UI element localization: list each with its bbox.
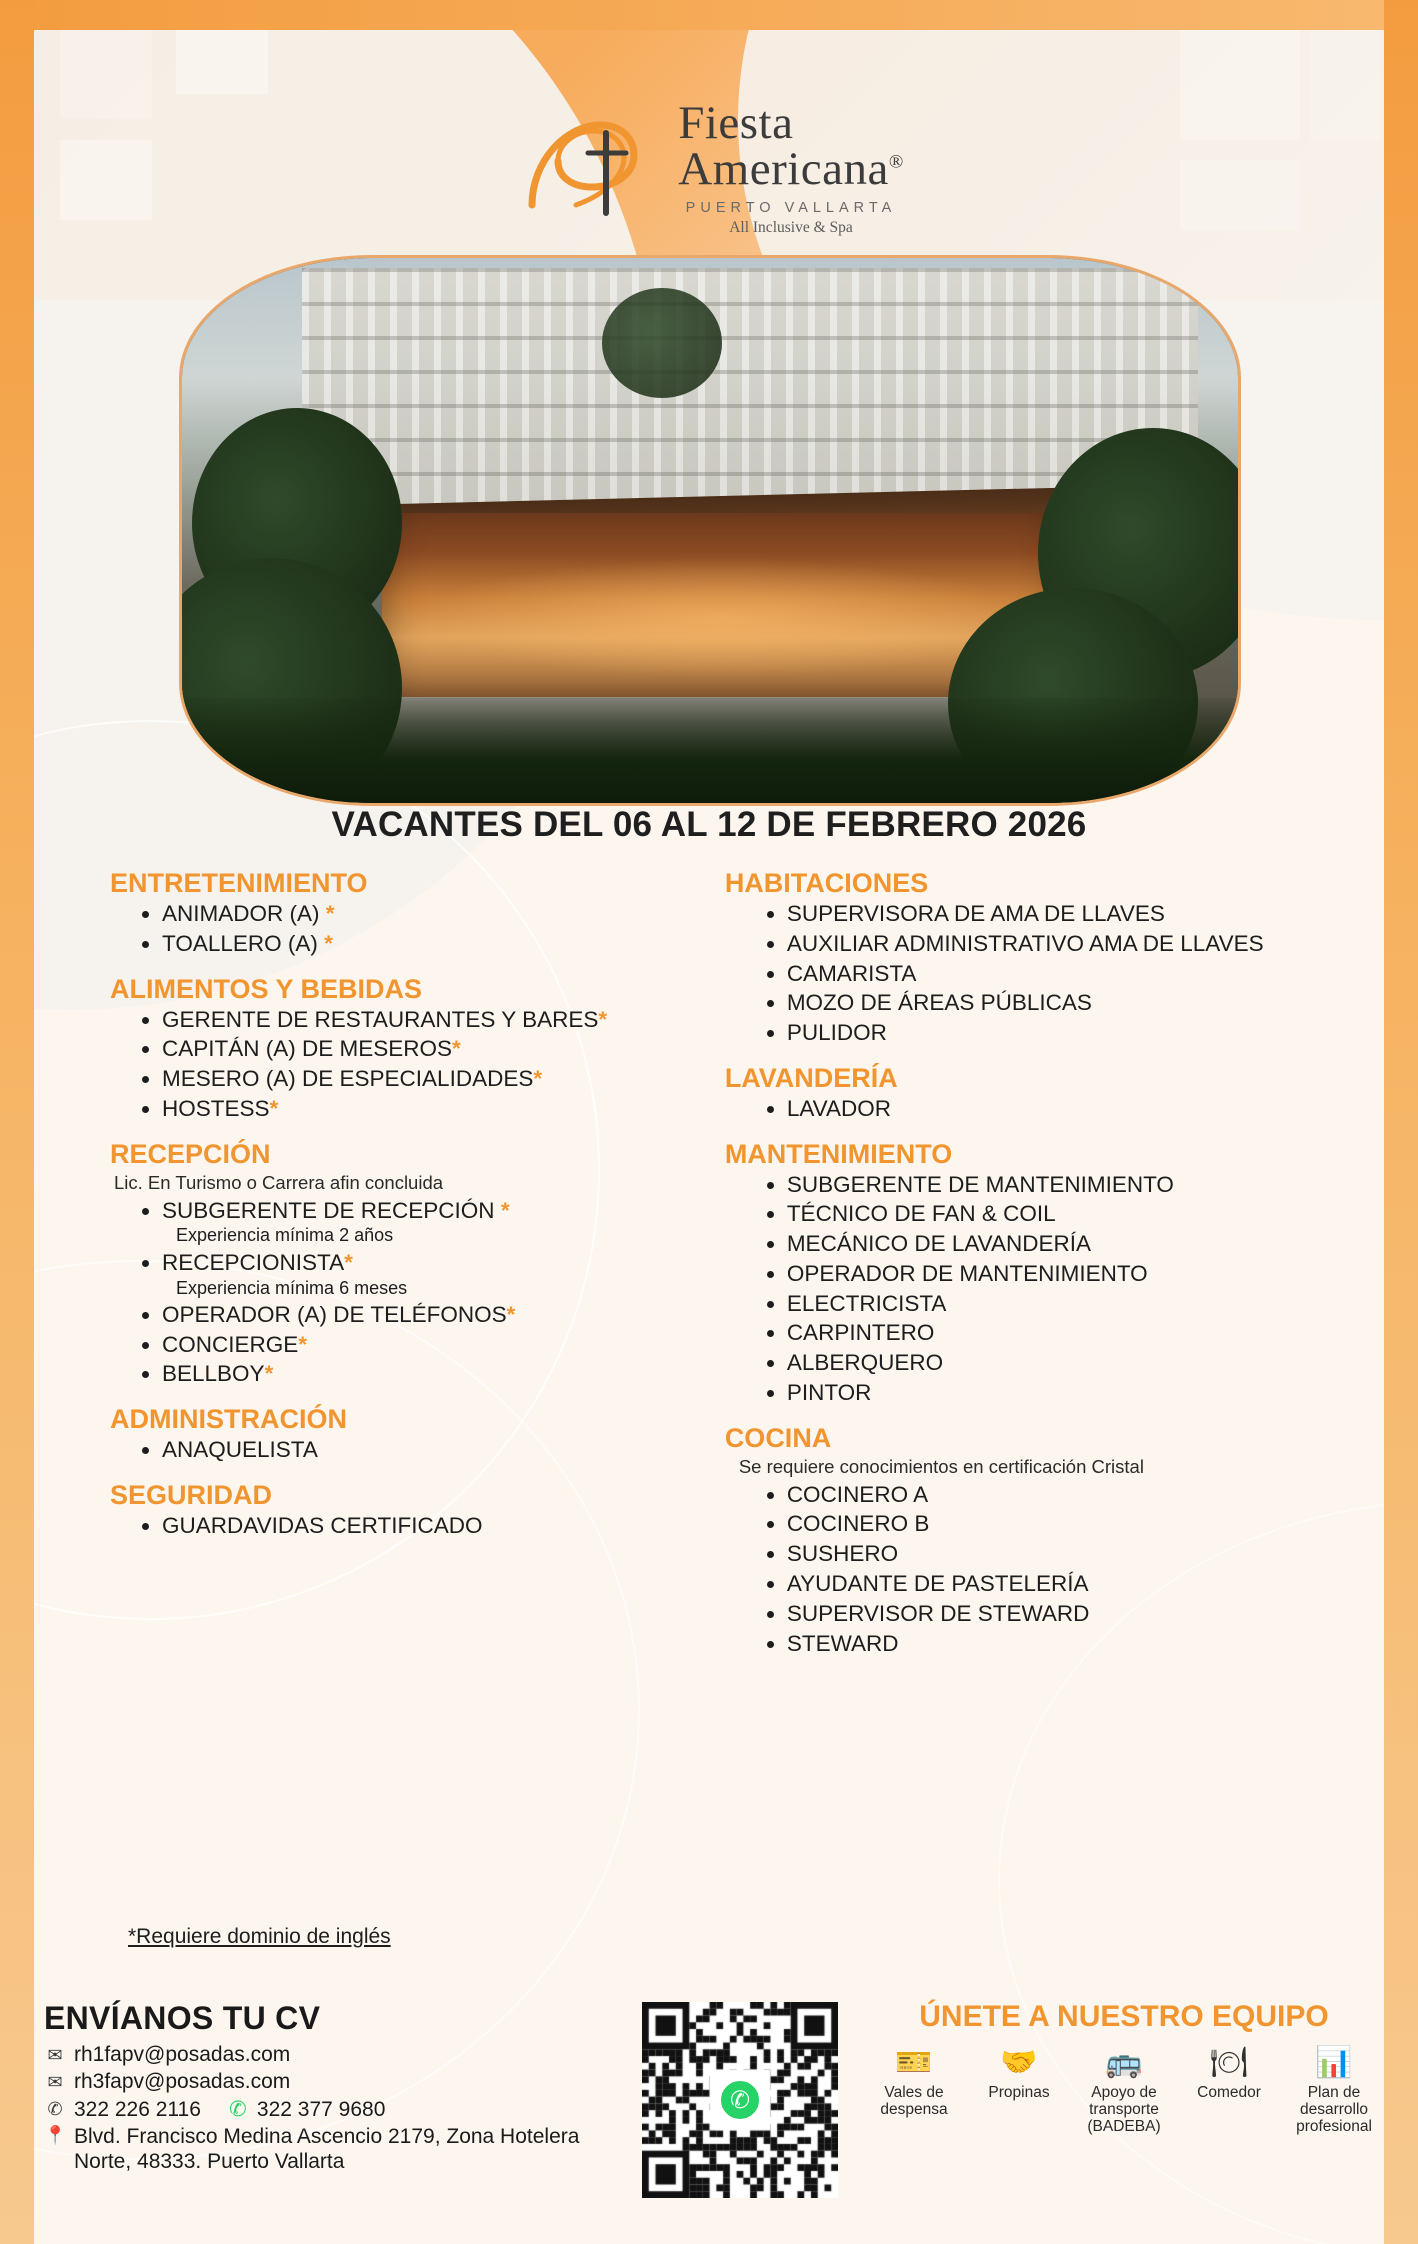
benefit-item xyxy=(1284,2046,1384,2136)
brand-tagline: All Inclusive & Spa xyxy=(729,219,853,237)
job-item xyxy=(787,1291,1358,1318)
benefit-item xyxy=(969,2046,1069,2136)
english-required-asterisk: * xyxy=(598,1006,608,1032)
brand-name-line1: Fiesta xyxy=(678,97,794,149)
job-title: ANIMADOR (A) xyxy=(162,901,320,926)
english-required-asterisk: * xyxy=(317,930,333,956)
job-item xyxy=(787,1541,1358,1568)
job-title: MOZO DE ÁREAS PÚBLICAS xyxy=(786,990,1092,1016)
category-heading: RECEPCIÓN xyxy=(110,1138,271,1169)
benefit-label: Apoyo de transporte (BADEBA) xyxy=(1087,2083,1161,2136)
job-list xyxy=(162,901,695,958)
job-list xyxy=(787,1096,1358,1123)
job-title: LAVADOR xyxy=(786,1095,892,1121)
job-title: CAPITÁN (A) DE MESEROS xyxy=(162,1036,453,1062)
benefit-item xyxy=(1074,2046,1174,2136)
envelope-icon: ✉ xyxy=(47,2071,63,2092)
english-required-asterisk: * xyxy=(298,1331,308,1357)
job-item xyxy=(162,1332,695,1359)
benefit-item xyxy=(1179,2046,1279,2136)
address-row xyxy=(44,2125,624,2175)
job-list xyxy=(787,1482,1358,1658)
job-item xyxy=(162,901,695,928)
email-row-2[interactable] xyxy=(44,2070,624,2094)
category-note: Lic. En Turismo o Carrera afin concluida xyxy=(114,1171,444,1193)
job-title: CARPINTERO xyxy=(786,1320,935,1346)
job-experience-note: Experiencia mínima 6 meses xyxy=(176,1277,408,1298)
job-title: GUARDAVIDAS CERTIFICADO xyxy=(162,1513,483,1538)
envelope-icon: ✉ xyxy=(47,2044,63,2065)
job-item xyxy=(787,1601,1358,1628)
job-experience-note: Experiencia mínima 2 años xyxy=(176,1225,394,1246)
join-team-block xyxy=(864,2000,1384,2136)
job-list xyxy=(787,901,1358,1047)
job-item xyxy=(162,1036,695,1063)
job-title: SUBGERENTE DE MANTENIMIENTO xyxy=(786,1171,1174,1197)
job-title: SUPERVISORA DE AMA DE LLAVES xyxy=(786,901,1165,926)
email-1[interactable]: rh1fapv@posadas.com xyxy=(74,2043,291,2066)
category-heading: HABITACIONES xyxy=(724,868,929,898)
job-item xyxy=(162,1302,695,1329)
job-item xyxy=(787,1482,1358,1509)
contact-block xyxy=(44,2000,624,2178)
growth-icon: 📊 xyxy=(1315,2046,1353,2079)
job-item xyxy=(162,1007,695,1034)
job-title: COCINERO A xyxy=(786,1481,929,1507)
job-title: ELECTRICISTA xyxy=(786,1290,947,1316)
frame-top xyxy=(0,0,1418,30)
address-text: Blvd. Francisco Medina Ascencio 2179, Zona Hotelera Norte, 48333. Puerto Vallarta xyxy=(74,2125,580,2173)
job-list xyxy=(787,1172,1358,1407)
job-item xyxy=(787,1231,1358,1258)
job-item xyxy=(787,1096,1358,1123)
job-title: OPERADOR DE MANTENIMIENTO xyxy=(786,1260,1148,1286)
phone-number[interactable]: 322 226 2116 xyxy=(74,2097,201,2121)
frame-right xyxy=(1384,0,1418,2244)
brand-name-line2: Americana xyxy=(678,143,889,196)
job-title: BELLBOY xyxy=(162,1361,265,1387)
vacancies-column-left xyxy=(100,868,695,1660)
decorative-square xyxy=(176,26,268,94)
job-item xyxy=(787,961,1358,988)
job-list xyxy=(162,1007,695,1123)
benefit-label: Propinas xyxy=(988,2083,1050,2101)
benefit-label: Plan de desarrollo profesional xyxy=(1296,2083,1372,2136)
brand-logo xyxy=(0,97,1418,237)
job-title: OPERADOR (A) DE TELÉFONOS xyxy=(162,1301,507,1327)
job-title: COCINERO B xyxy=(786,1511,930,1537)
english-required-asterisk: * xyxy=(494,1197,510,1223)
job-item xyxy=(787,1380,1358,1407)
phone-block[interactable] xyxy=(44,2098,201,2122)
job-title: GERENTE DE RESTAURANTES Y BARES xyxy=(162,1006,599,1032)
job-list xyxy=(162,1437,695,1464)
english-required-asterisk: * xyxy=(452,1036,461,1062)
job-item xyxy=(162,1096,695,1123)
job-item xyxy=(787,1511,1358,1538)
english-required-asterisk: * xyxy=(506,1301,516,1327)
whatsapp-number[interactable]: 322 377 9680 xyxy=(256,2097,386,2121)
registered-mark: ® xyxy=(888,151,904,173)
whatsapp-block[interactable] xyxy=(227,2097,385,2122)
phone-icon: ✆ xyxy=(47,2099,63,2119)
benefit-label: Comedor xyxy=(1197,2083,1261,2101)
category-heading: MANTENIMIENTO xyxy=(724,1138,953,1169)
fiesta-americana-monogram-icon xyxy=(514,109,664,229)
job-item xyxy=(787,1261,1358,1288)
job-item xyxy=(162,931,695,958)
photo-palm xyxy=(602,288,722,398)
job-item xyxy=(162,1513,695,1540)
job-title: PINTOR xyxy=(786,1379,872,1405)
job-item xyxy=(787,1631,1358,1658)
job-item xyxy=(162,1066,695,1093)
job-item xyxy=(162,1361,695,1388)
job-title: TOALLERO (A) xyxy=(162,930,318,956)
job-item xyxy=(787,1020,1358,1047)
english-required-asterisk: * xyxy=(269,1095,279,1121)
category-heading: ALIMENTOS Y BEBIDAS xyxy=(110,973,423,1004)
job-title: RECEPCIONISTA xyxy=(162,1249,345,1275)
job-title: PULIDOR xyxy=(786,1020,887,1046)
english-required-asterisk: * xyxy=(344,1249,353,1275)
job-title: ANAQUELISTA xyxy=(162,1437,318,1463)
category-note: Se requiere conocimientos en certificación Cristal xyxy=(738,1455,1144,1477)
page-title: VACANTES DEL 06 AL 12 DE FEBRERO 2026 xyxy=(331,805,1087,844)
whatsapp-qr-code[interactable] xyxy=(642,2002,838,2198)
english-required-asterisk: * xyxy=(319,901,335,926)
job-item xyxy=(162,1250,695,1299)
benefit-item xyxy=(864,2046,964,2136)
job-item xyxy=(162,1198,695,1247)
job-item xyxy=(787,1571,1358,1598)
job-title: MECÁNICO DE LAVANDERÍA xyxy=(786,1231,1092,1257)
job-title: CAMARISTA xyxy=(786,960,917,986)
english-required-asterisk: * xyxy=(533,1066,543,1092)
job-item xyxy=(787,901,1358,928)
location-pin-icon: 📍 xyxy=(44,2125,67,2145)
job-item xyxy=(162,1437,695,1464)
job-title: SUBGERENTE DE RECEPCIÓN xyxy=(162,1197,495,1223)
category-heading: ENTRETENIMIENTO xyxy=(110,868,368,898)
cutlery-icon: 🍽 xyxy=(1209,2046,1249,2079)
category-heading: LAVANDERÍA xyxy=(724,1062,898,1093)
category-heading: SEGURIDAD xyxy=(110,1480,273,1510)
benefit-label: Vales de despensa xyxy=(880,2083,948,2118)
job-title: TÉCNICO DE FAN & COIL xyxy=(786,1201,1056,1227)
job-list xyxy=(162,1198,695,1389)
job-title: MESERO (A) DE ESPECIALIDADES xyxy=(162,1066,534,1092)
tips-icon: 🤝 xyxy=(1000,2046,1038,2079)
job-list xyxy=(162,1513,695,1540)
english-requirement-note: *Requiere dominio de inglés xyxy=(128,1925,391,1948)
vacancies-columns xyxy=(100,868,1358,1660)
hotel-photo xyxy=(182,258,1238,803)
benefits-list xyxy=(864,2046,1384,2136)
job-item xyxy=(787,990,1358,1017)
footer xyxy=(34,1994,1384,2244)
english-required-asterisk: * xyxy=(264,1361,274,1387)
phone-row xyxy=(44,2097,624,2125)
send-cv-title: ENVÍANOS TU CV xyxy=(44,2000,321,2036)
job-item xyxy=(787,1320,1358,1347)
job-title: AYUDANTE DE PASTELERÍA xyxy=(786,1571,1089,1597)
job-title: SUPERVISOR DE STEWARD xyxy=(786,1600,1090,1626)
vacancies-column-right xyxy=(725,868,1358,1660)
job-item xyxy=(787,931,1358,958)
job-title: STEWARD xyxy=(786,1630,899,1656)
job-item xyxy=(787,1201,1358,1228)
job-title: HOSTESS xyxy=(162,1095,270,1121)
frame-left xyxy=(0,0,34,2244)
job-title: CONCIERGE xyxy=(162,1331,299,1357)
category-heading: ADMINISTRACIÓN xyxy=(110,1404,347,1435)
email-row-1[interactable] xyxy=(44,2043,624,2067)
job-item xyxy=(787,1172,1358,1199)
brand-location: PUERTO VALLARTA xyxy=(685,200,897,217)
job-item xyxy=(787,1350,1358,1377)
whatsapp-icon: ✆ xyxy=(229,2098,247,2121)
job-title: SUSHERO xyxy=(786,1541,899,1567)
job-title: ALBERQUERO xyxy=(786,1350,944,1376)
category-heading: COCINA xyxy=(724,1422,832,1453)
voucher-icon: 🎫 xyxy=(895,2046,933,2079)
whatsapp-logo-icon: ✆ xyxy=(717,2077,763,2123)
photo-foreground-foliage xyxy=(182,698,1238,803)
bus-icon: 🚌 xyxy=(1105,2046,1143,2079)
join-team-title: ÚNETE A NUESTRO EQUIPO xyxy=(919,2000,1329,2033)
photo-warm-light xyxy=(412,558,1032,678)
job-title: AUXILIAR ADMINISTRATIVO AMA DE LLAVES xyxy=(786,930,1264,956)
email-2[interactable]: rh3fapv@posadas.com xyxy=(74,2070,291,2093)
